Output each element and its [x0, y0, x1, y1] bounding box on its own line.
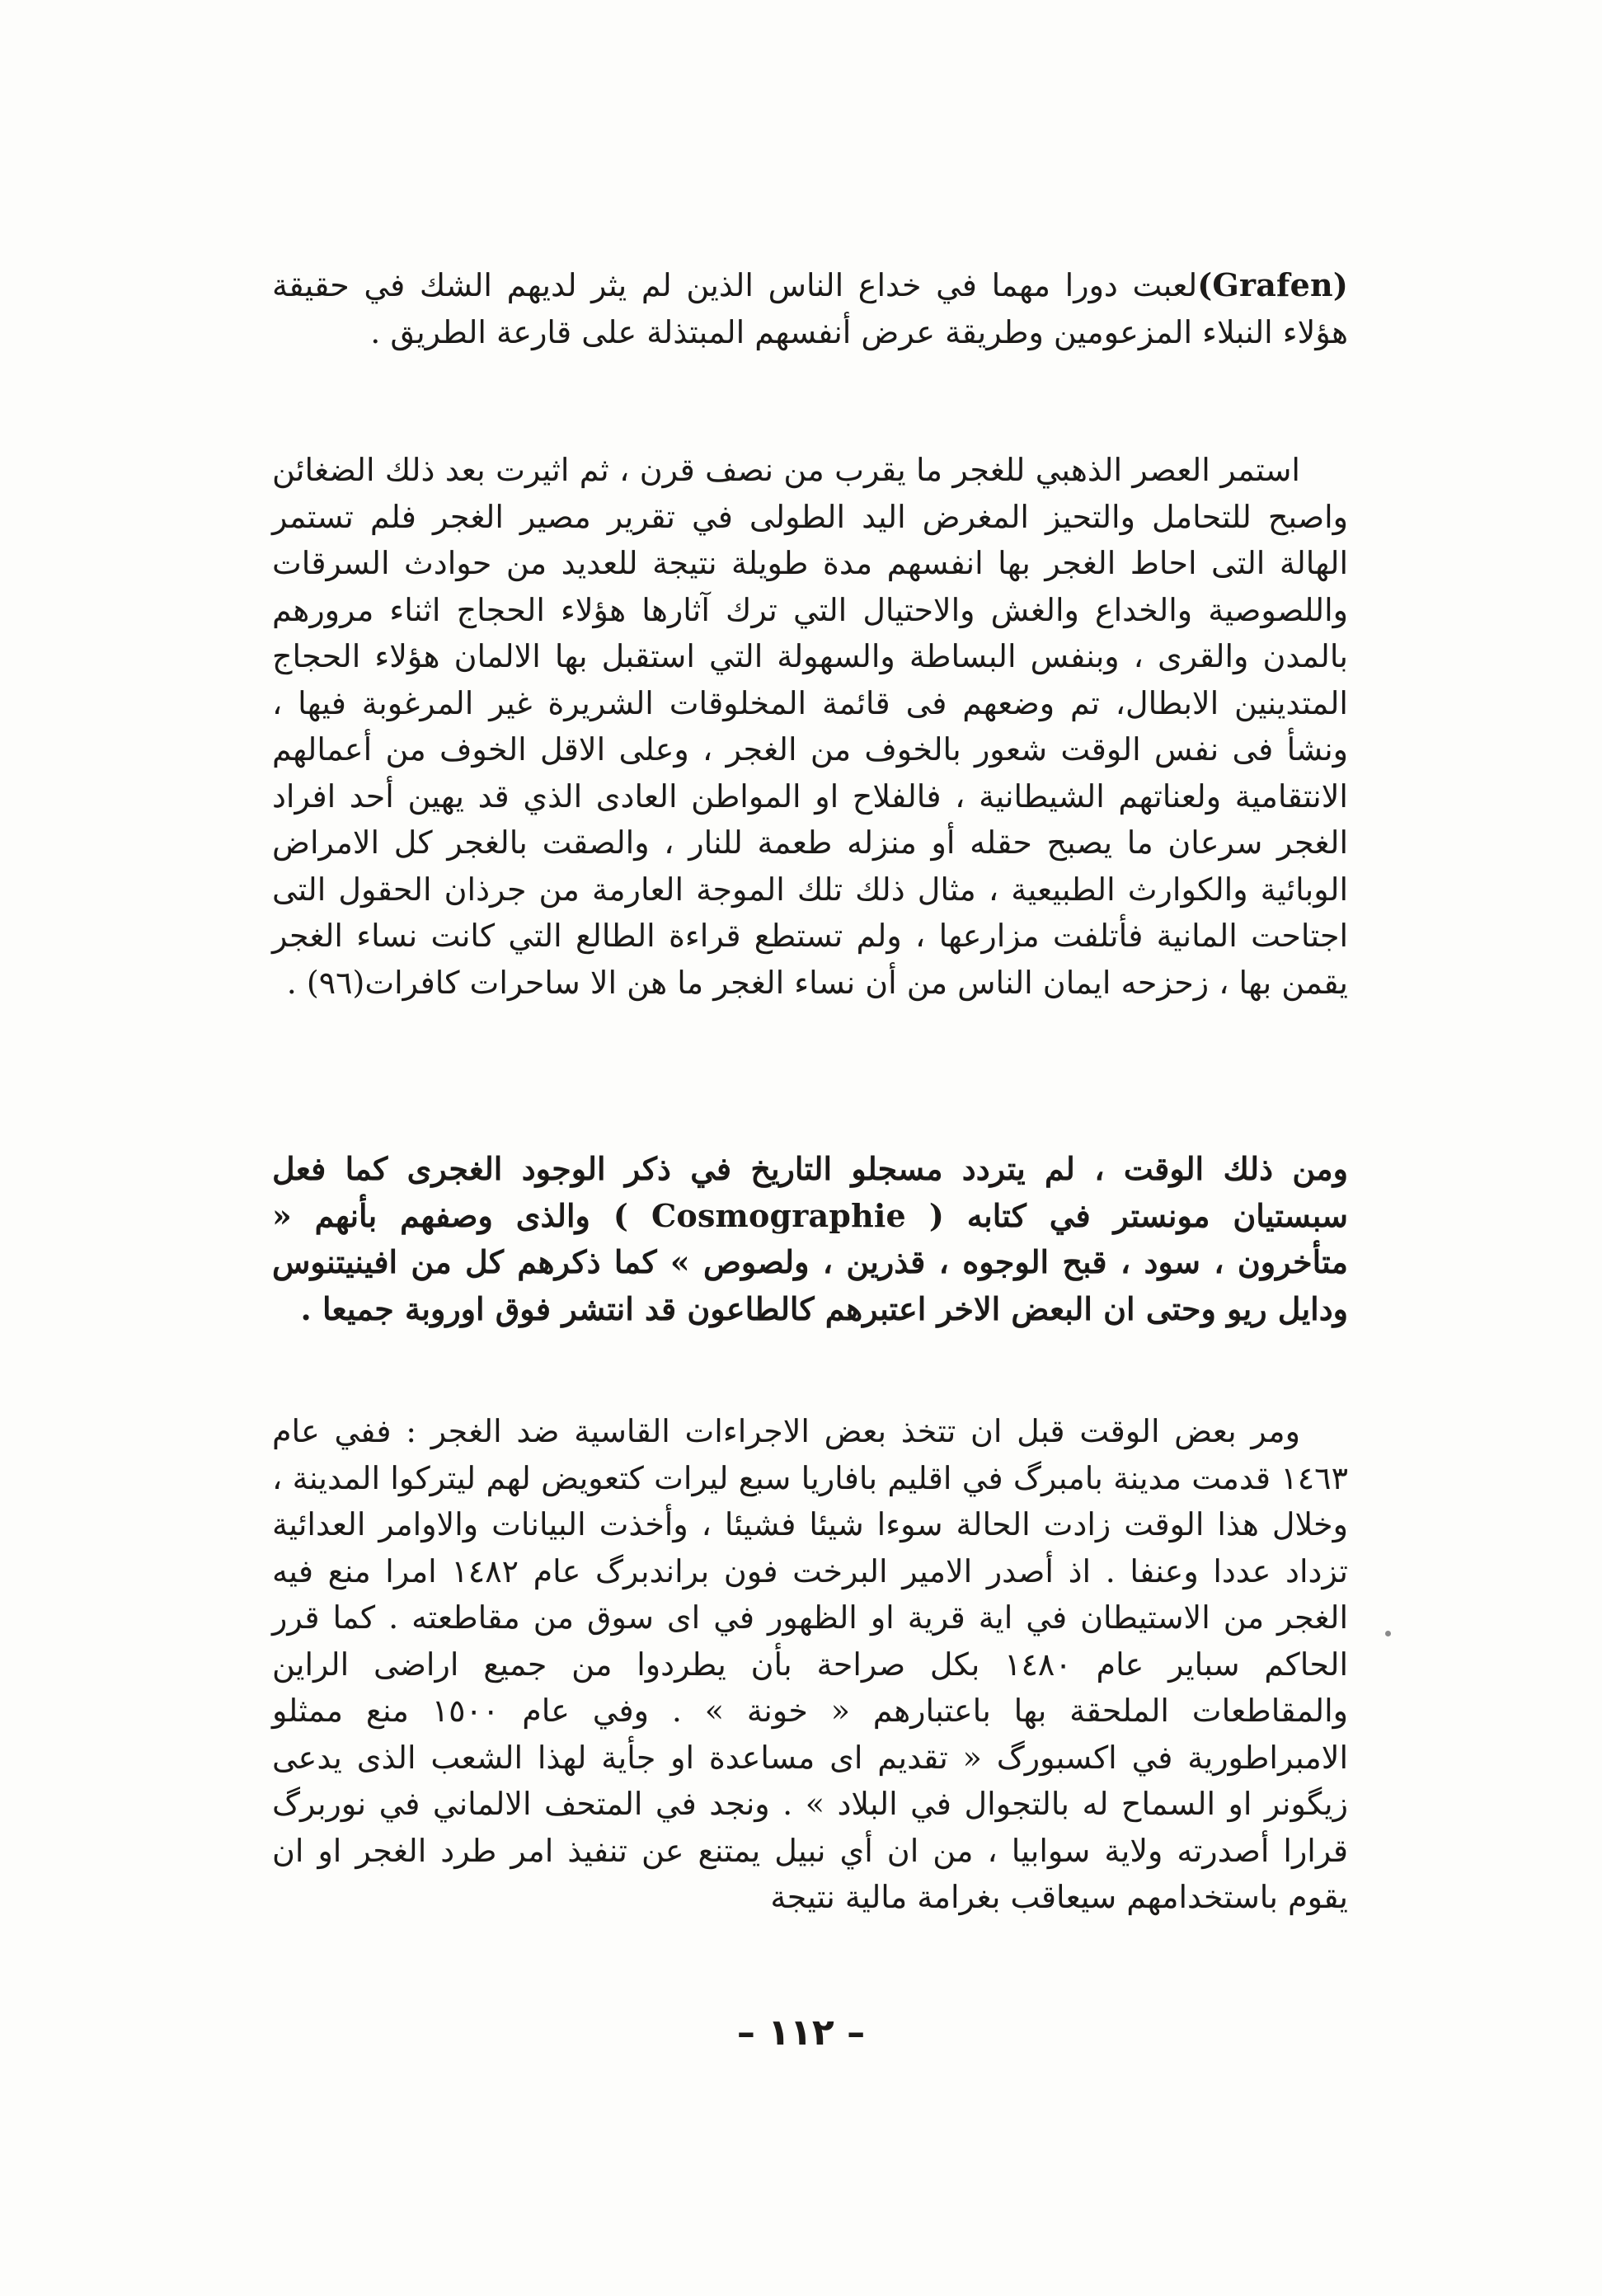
- paragraph-3: [272, 1146, 1348, 1332]
- paragraph-4-text: ومر بعض الوقت قبل ان تتخذ بعض الاجراءات القاسية ضد الغجر : ففي عام ١٤٦٣ قدمت مدينة بامبرگ في اقليم بافاريا سبع ليرات كتعويض لهم ليتركوا المدينة ، وخلال هذا الوقت زادت الحالة سوءا شيئا فشيئا ، وأخذت البيانات والاوامر العدائية تزداد عددا وعنفا . اذ أصدر الامير البرخت فون براندبرگ عام ١٤٨٢ امرا منع فيه الغجر من الاستيطان في اية قرية او الظهور في اى سوق من مقاطعته . كما قرر الحاكم سباير عام ١٤٨٠ بكل صراحة بأن يطردوا من جميع اراضى الراين والمقاطعات الملحقة بها باعتبارهم « خونة » . وفي عام ١٥٠٠ منع ممثلو الامبراطورية في اكسبورگ « تقديم اى مساعدة او جأية لهذا الشعب الذى يدعى زيگونر او السماح له بالتجوال في البلاد » . ونجد في المتحف الالماني في نوربرگ قرارا أصدرته ولاية سوابيا ، من ان أي نبيل يمتنع عن تنفيذ امر طرد الغجر او ان يقوم باستخدامهم سيعاقب بغرامة مالية نتيجة: [272, 1413, 1348, 1915]
- paragraph-4: [272, 1408, 1348, 1921]
- scan-speck: [1385, 1631, 1391, 1636]
- paragraph-1: [272, 262, 1348, 355]
- paragraph-2: [272, 447, 1348, 1006]
- latin-term-grafen: (Grafen): [1197, 266, 1348, 303]
- latin-term-cosmographie: Cosmographie: [651, 1196, 906, 1234]
- paragraph-1-text: لعبت دورا مهما في خداع الناس الذين لم يثر لديهم الشك في حقيقة هؤلاء النبلاء المزعومين وطريقة عرض أنفسهم المبتذلة على قارعة الطريق .: [272, 267, 1348, 350]
- page-number: – ١١٢ –: [736, 2012, 866, 2054]
- paragraph-3-text-after: ) والذى وصفهم بأنهم « متأخرون ، سود ، قبح الوجوه ، قذرين ، ولصوص » كما ذكرهم كل من افينيتنوس ودايل ريو وحتى ان البعض الاخر اعتبرهم كالطاعون قد انتشر فوق اوروبة جميعا .: [272, 1196, 1348, 1327]
- paragraph-2-text: استمر العصر الذهبي للغجر ما يقرب من نصف قرن ، ثم اثيرت بعد ذلك الضغائن واصبح للتحامل والتحيز المغرض اليد الطولى في تقرير مصير الغجر فلم تستمر الهالة التى احاط الغجر بها انفسهم مدة طويلة نتيجة للعديد من حوادث السرقات واللصوصية والخداع والغش والاحتيال التي ترك آثارها هؤلاء الحجاج اثناء مرورهم بالمدن والقرى ، وبنفس البساطة والسهولة التي استقبل بها الالمان هؤلاء الحجاج المتدينين الابطال، تم وضعهم فى قائمة المخلوقات الشريرة غير المرغوبة فيها ، ونشأ فى نفس الوقت شعور بالخوف من الغجر ، وعلى الاقل الخوف من أعمالهم الانتقامية ولعناتهم الشيطانية ، فالفلاح او المواطن العادى الذي قد يهين أحد افراد الغجر سرعان ما يصبح حقله أو منزله طعمة للنار ، والصقت بالغجر كل الامراض الوبائية والكوارث الطبيعية ، مثال ذلك تلك الموجة العارمة من جرذان الحقول التى اجتاحت المانية فأتلفت مزارعها ، ولم تستطع قراءة الطالع التي كانت نساء الغجر يقمن بها ، زحزحه ايمان الناس من أن نساء الغجر ما هن الا ساحرات كافرات(٩٦) .: [272, 452, 1348, 1001]
- paragraph-3-text-before: ومن ذلك الوقت ، لم يتردد مسجلو التاريخ في ذكر الوجود الغجرى كما فعل سبستيان مونستر في كتابه (: [272, 1150, 1349, 1234]
